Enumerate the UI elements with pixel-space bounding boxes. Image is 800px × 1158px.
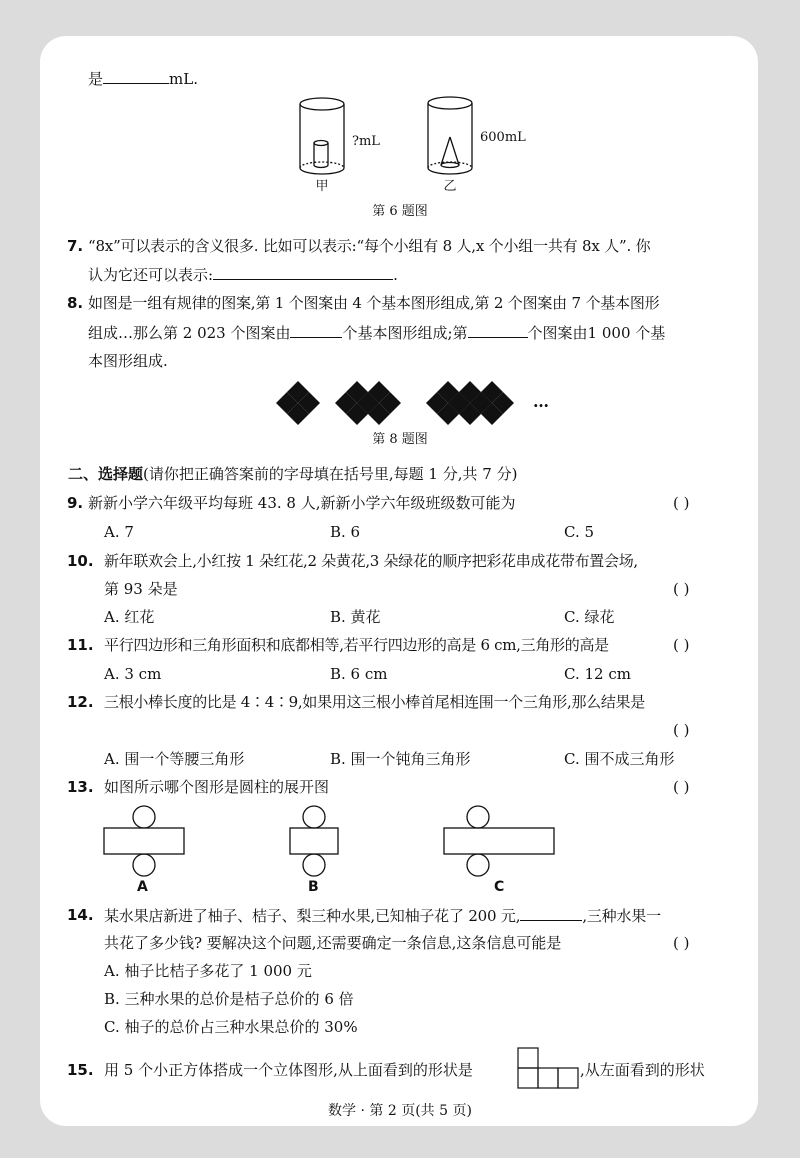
q10-line1: 新年联欢会上,小红按 1 朵红花,2 朵黄花,3 朵绿花的顺序把彩花串成花带布置会场, (104, 552, 638, 570)
q13-answer-paren[interactable]: ( ) (673, 778, 690, 796)
q10-option-c: C. 绿花 (564, 608, 615, 626)
q9-number: 9. (67, 494, 84, 512)
q12-option-a: A. 围一个等腰三角形 (104, 750, 245, 768)
q10-option-b: B. 黄花 (330, 608, 381, 626)
q8-line1: 如图是一组有规律的图案,第 1 个图案由 4 个基本图形组成,第 2 个图案由 7 个基本图形 (88, 294, 660, 312)
q8-ellipsis: … (533, 392, 549, 411)
q9-option-b: B. 6 (330, 523, 361, 541)
q14-option-b: B. 三种水果的总价是桔子总价的 6 倍 (104, 990, 354, 1008)
q7-line2-text: 认为它还可以表示: (88, 266, 214, 284)
q11-answer-paren[interactable]: ( ) (673, 636, 690, 654)
q6-caption: 第 6 题图 (372, 204, 428, 219)
q14-number: 14. (67, 906, 94, 924)
q13-text: 如图所示哪个图形是圆柱的展开图 (104, 778, 330, 796)
q13-label-b: B (308, 879, 319, 895)
q9-option-a: A. 7 (104, 523, 134, 541)
q14-line1b: ,三种水果一 (582, 907, 661, 925)
q8-number: 8. (67, 294, 84, 312)
q14-option-a: A. 柚子比桔子多花了 1 000 元 (104, 962, 312, 980)
page-footer: 数学 · 第 2 页(共 5 页) (328, 1103, 472, 1119)
q10-line2: 第 93 朵是 (104, 580, 178, 598)
q12-text: 三根小棒长度的比是 4∶4∶9,如果用这三根小棒首尾相连围一个三角形,那么结果是 (104, 693, 645, 711)
q7-end: . (393, 266, 398, 284)
q7-number: 7. (67, 237, 84, 255)
q7-line1: “8x”可以表示的含义很多. 比如可以表示:“每个小组有 8 人,x 个小组一共有 8x 人”. 你 (88, 237, 651, 255)
q14-option-c: C. 柚子的总价占三种水果总价的 30% (104, 1018, 358, 1036)
q14-line2: 共花了多少钱? 要解决这个问题,还需要确定一条信息,这条信息可能是 (104, 934, 562, 952)
q10-option-a: A. 红花 (104, 608, 155, 626)
q6-unit: mL. (169, 70, 198, 88)
section2-title: 二、选择题 (68, 465, 144, 483)
q14-line1a: 某水果店新进了柚子、桔子、梨三种水果,已知柚子花了 200 元, (104, 907, 521, 925)
q9-answer-paren[interactable]: ( ) (673, 494, 690, 512)
q13-number: 13. (67, 778, 94, 796)
q11-option-b: B. 6 cm (330, 665, 388, 683)
q11-number: 11. (67, 636, 94, 654)
q6-volume-yi: 600mL (480, 130, 526, 145)
q12-option-c: C. 围不成三角形 (564, 750, 675, 768)
q8-line2b: 个基本图形组成;第 (342, 324, 468, 342)
q8-line3: 本图形组成. (88, 352, 168, 370)
q10-number: 10. (67, 552, 94, 570)
q6-tail-text: 是 (88, 70, 104, 88)
q15-text-b: ,从左面看到的形状 (580, 1061, 705, 1079)
q12-option-b: B. 围一个钝角三角形 (330, 750, 471, 768)
section2-note: (请你把正确答案前的字母填在括号里,每题 1 分,共 7 分) (143, 465, 518, 483)
q9-option-c: C. 5 (564, 523, 595, 541)
q15-number: 15. (67, 1061, 94, 1079)
q8-caption: 第 8 题图 (372, 432, 428, 447)
q11-text: 平行四边形和三角形面积和底都相等,若平行四边形的高是 6 cm,三角形的高是 (104, 636, 609, 654)
q12-number: 12. (67, 693, 94, 711)
q10-answer-paren[interactable]: ( ) (673, 580, 690, 598)
q8-line2c: 个图案由1 000 个基 (527, 324, 666, 342)
q6-volume-jia: ?mL (352, 134, 380, 149)
q9-text: 新新小学六年级平均每班 43. 8 人,新新小学六年级班级数可能为 (88, 494, 516, 512)
q6-label-jia: 甲 (315, 179, 329, 194)
q13-label-a: A (137, 879, 148, 895)
q13-label-c: C (494, 879, 505, 895)
q15-text-a: 用 5 个小正方体搭成一个立体图形,从上面看到的形状是 (104, 1061, 473, 1079)
q14-answer-paren[interactable]: ( ) (673, 934, 690, 952)
q12-answer-paren[interactable]: ( ) (673, 721, 690, 739)
q11-option-c: C. 12 cm (564, 665, 631, 683)
q6-label-yi: 乙 (443, 179, 457, 194)
q11-option-a: A. 3 cm (104, 665, 162, 683)
q8-line2a: 组成…那么第 2 023 个图案由 (88, 324, 291, 342)
